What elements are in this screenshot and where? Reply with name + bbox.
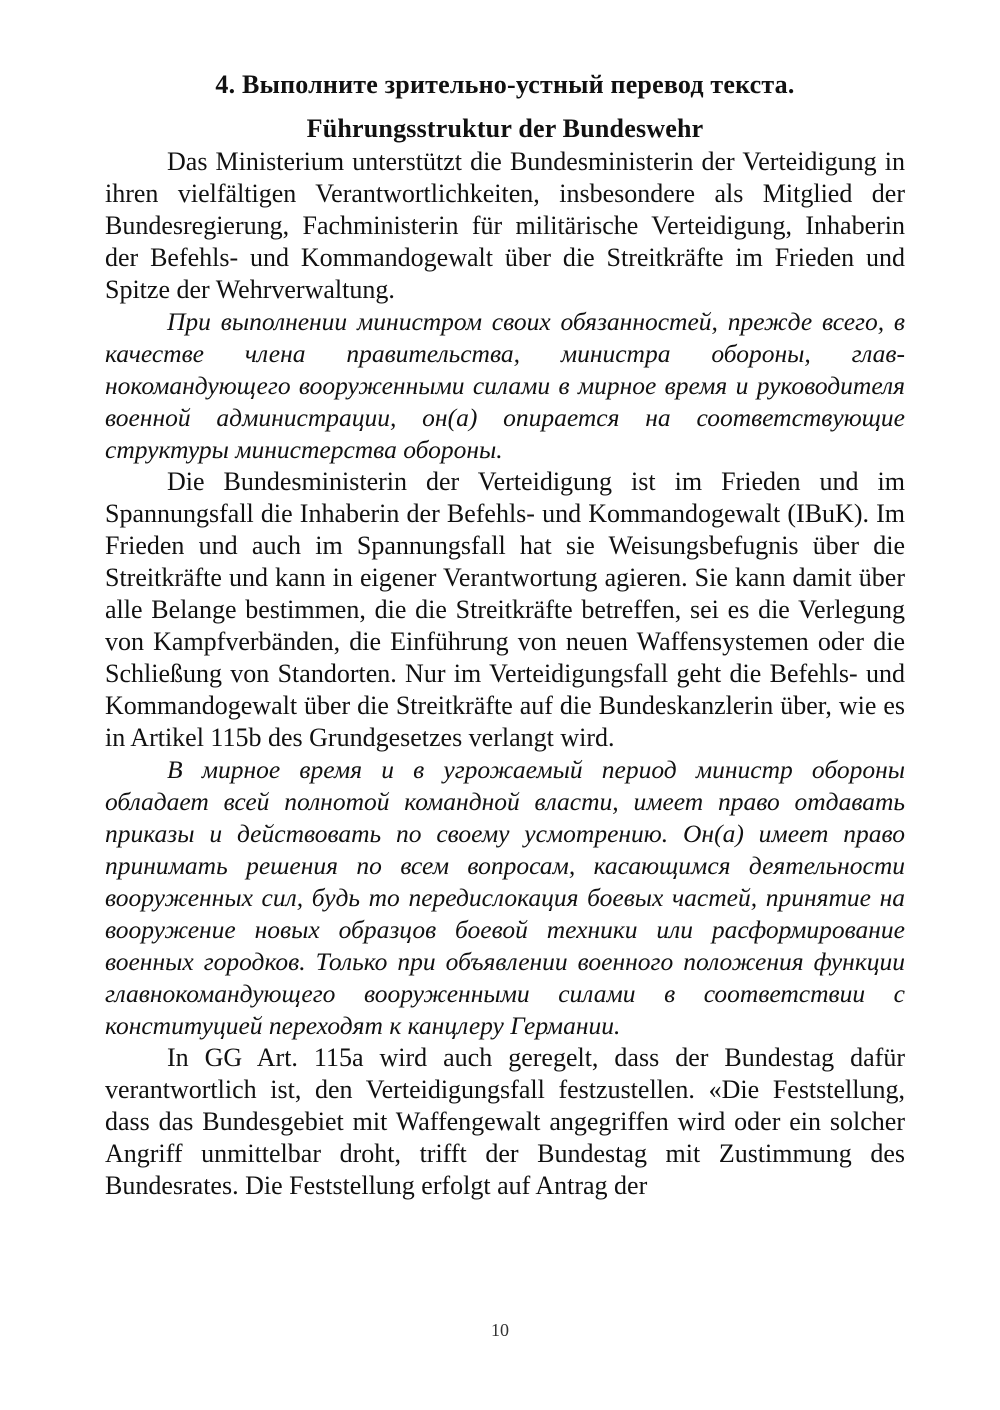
paragraph-german: Das Ministerium unterstützt die Bundesministerin der Verteidigung in ihren vielfältigen Verantwortlichkeiten, insbesondere als Mitglied der Bundesregierung, Fachministerin für militärische Verteidigung, Inhaberin der Befehls- und Kommandogewalt über die Streitkräfte im Frieden und Spitze der Wehrverwaltung.	[105, 147, 905, 304]
paragraph-german: In GG Art. 115a wird auch geregelt, dass der Bundestag dafür verantwortlich ist, den Verteidigungsfall festzustellen. «Die Feststellung, dass das Bundesgebiet mit Waffengewalt angegriffen wird oder ein solcher Angriff unmittelbar droht, trifft der Bundestag mit Zustimmung des Bundesrates. Die Feststellung erfolgt auf Antrag der	[105, 1043, 905, 1200]
task-heading: 4. Выполните зрительно-устный перевод текста.	[215, 70, 795, 99]
page-content	[105, 68, 905, 1202]
page-number: 10	[491, 1320, 509, 1340]
paragraph-german: Die Bundesministerin der Verteidigung ist im Frieden und im Spannungsfall die Inhaberin der Befehls- und Kommandogewalt (IBuK). Im Frieden und auch im Spannungsfall hat sie Weisungsbefugnis über die Streitkräfte und kann in eigener Verantwortung agieren. Sie kann damit über alle Belange bestimmen, die die Streitkräfte betreffen, sei es die Verlegung von Kampfverbänden, die Einführung von neuen Waffensystemen oder die Schließung von Standorten. Nur im Verteidigungsfall geht die Befehls- und Kommandogewalt über die Streitkräfte auf die Bundeskanzlerin über, wie es in Artikel 115b des Grundgesetzes verlangt wird.	[105, 467, 905, 752]
paragraph-russian-translation: При выполнении министром своих обязанностей, прежде всего, в качестве члена правительства, министра обороны, главнокомандующего вооруженными силами в мирное время и руководителя военной администрации, он(а) опирается на соответствующие структуры министерства обороны.	[105, 307, 905, 464]
paragraph-russian-translation: В мирное время и в угрожаемый период министр обороны обладает всей полнотой командной власти, имеет право отдавать приказы и действовать по своему усмотрению. Он(а) имеет право принимать решения по всем вопросам, касающимся деятельности вооруженных сил, будь то передислокация боевых частей, принятие на вооружение новых образцов боевой техники или расформирование военных городков. Только при объявлении военного положения функции главнокомандующего вооруженными силами в соответствии с конституцией переходят к канцлеру Германии.	[105, 755, 905, 1040]
text-title: Führungsstruktur der Bundeswehr	[306, 114, 704, 143]
